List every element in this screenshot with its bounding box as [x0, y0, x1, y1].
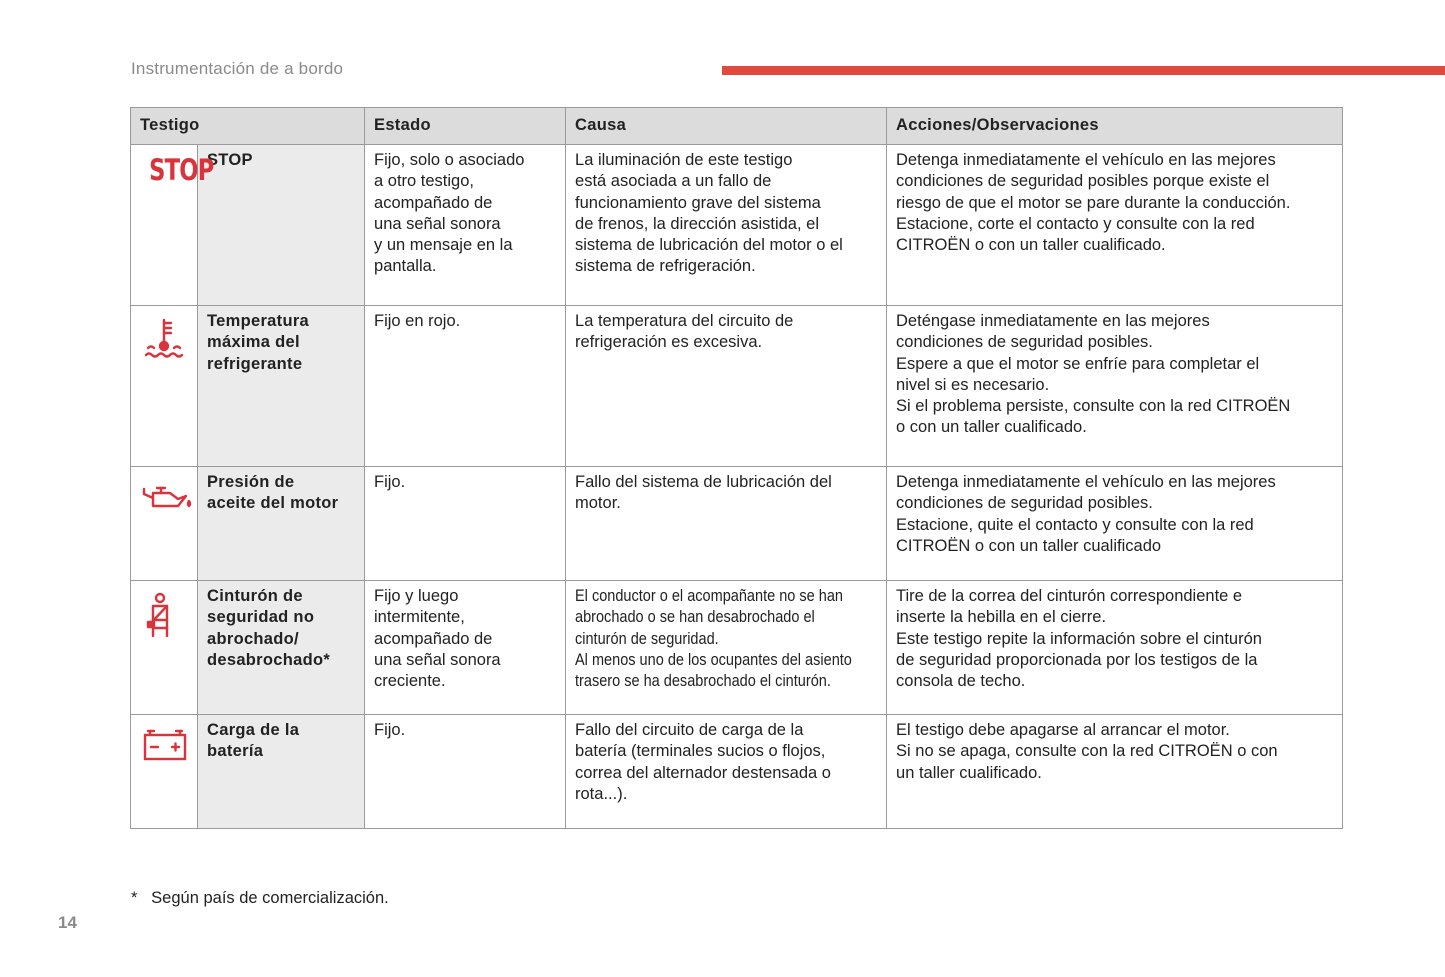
warning-name: Carga de la batería [198, 715, 365, 829]
causa-cell: El conductor o el acompañante no se han abrochado o se han desabrochado el cinturón de seguridad. Al menos uno de los ocupantes del asiento trasero se ha desabrochado el cinturón. [566, 581, 887, 715]
table-row [131, 145, 1343, 306]
coolant-temperature-icon [140, 315, 188, 361]
column-header-testigo: Testigo [131, 108, 365, 145]
stop-icon: STOP [149, 153, 214, 187]
column-header-acciones: Acciones/Observaciones [887, 108, 1343, 145]
warning-name: Temperatura máxima del refrigerante [198, 306, 365, 467]
causa-cell: La iluminación de este testigo está asociada a un fallo de funcionamiento grave del sistema de frenos, la dirección asistida, el sistema de lubricación del motor o el sistema de refrigeración. [566, 145, 887, 306]
warning-lights-table [130, 107, 1343, 829]
causa-cell: La temperatura del circuito de refrigeración es excesiva. [566, 306, 887, 467]
icon-cell [131, 581, 198, 715]
seatbelt-icon [140, 590, 180, 640]
warning-name: Cinturón de seguridad no abrochado/ desabrochado* [198, 581, 365, 715]
page-number: 14 [58, 913, 77, 932]
acciones-cell: El testigo debe apagarse al arrancar el motor. Si no se apaga, consulte con la red CITROËN o con un taller cualificado. [887, 715, 1343, 829]
warning-name: STOP [198, 145, 365, 306]
oil-pressure-icon [140, 476, 196, 516]
acciones-cell: Tire de la correa del cinturón correspondiente e inserte la hebilla en el cierre. Este testigo repite la información sobre el cinturón de seguridad proporcionada por los testigos de la consola de techo. [887, 581, 1343, 715]
footnote: * Según país de comercialización. [131, 889, 389, 907]
estado-cell: Fijo. [365, 467, 566, 581]
section-title: Instrumentación de a bordo [131, 59, 344, 78]
battery-icon [140, 724, 190, 764]
header-accent-bar [722, 66, 1445, 75]
estado-cell: Fijo. [365, 715, 566, 829]
column-header-estado: Estado [365, 108, 566, 145]
estado-cell: Fijo y luego intermitente, acompañado de una señal sonora creciente. [365, 581, 566, 715]
estado-cell: Fijo en rojo. [365, 306, 566, 467]
acciones-cell: Detenga inmediatamente el vehículo en las mejores condiciones de seguridad posibles. Estacione, quite el contacto y consulte con la red CITROËN o con un taller cualificado [887, 467, 1343, 581]
table-row [131, 306, 1343, 467]
table-row [131, 581, 1343, 715]
estado-cell: Fijo, solo o asociado a otro testigo, acompañado de una señal sonora y un mensaje en la pantalla. [365, 145, 566, 306]
column-header-causa: Causa [566, 108, 887, 145]
icon-cell [131, 306, 198, 467]
table-row [131, 467, 1343, 581]
table-header-row [131, 108, 1343, 145]
acciones-cell: Detenga inmediatamente el vehículo en las mejores condiciones de seguridad posibles porque existe el riesgo de que el motor se pare durante la conducción. Estacione, corte el contacto y consulte con la red CITROËN o con un taller cualificado. [887, 145, 1343, 306]
icon-cell [131, 467, 198, 581]
icon-cell [131, 145, 214, 306]
causa-cell: Fallo del sistema de lubricación del motor. [566, 467, 887, 581]
causa-cell: Fallo del circuito de carga de la batería (terminales sucios o flojos, correa del alternador destensada o rota...). [566, 715, 887, 829]
warning-name: Presión de aceite del motor [198, 467, 365, 581]
icon-cell [131, 715, 198, 829]
table-row [131, 715, 1343, 829]
acciones-cell: Deténgase inmediatamente en las mejores condiciones de seguridad posibles. Espere a que el motor se enfríe para completar el nivel si es necesario. Si el problema persiste, consulte con la red CITROËN o con un taller cualificado. [887, 306, 1343, 467]
